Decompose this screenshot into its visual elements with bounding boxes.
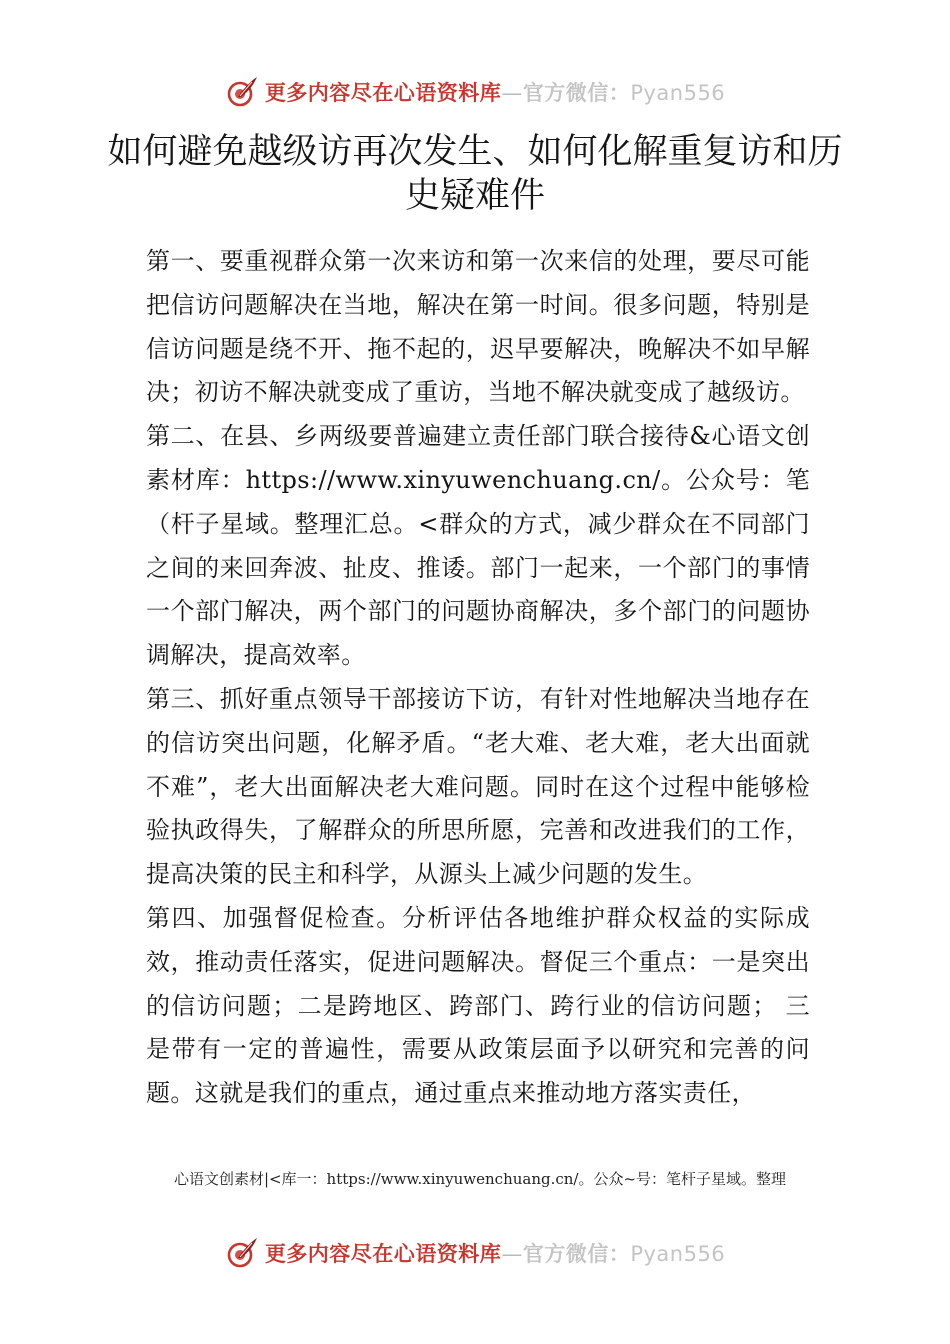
footer-watermark-banner [0, 1233, 950, 1273]
page-footer-note: 心语文创素材|<库一：https://www.xinyuwenchuang.cn/。公众~号：笔杆子星域。整理 [173, 1170, 787, 1188]
banner-main-text: 更多内容尽在心语资料库 [264, 1242, 502, 1266]
document-title: 如何避免越级访再次发生、如何化解重复访和历史疑难件 [107, 132, 843, 216]
paragraph-2: 第二、在县、乡两级要普遍建立责任部门联合接待&心语文创素材库：https://www.xinyuwenchuang.cn/。公众号：笔（杆子星域。整理汇总。<群众的方式，减少群众在不同部门之间的来回奔波、扯皮、推诿。部门一起来，一个部门的事情一个部门解决，两个部门的问题协商解决，多个部门的问题协调解决，提高效率。 [146, 422, 810, 670]
quill-pen-seal-icon [225, 1236, 259, 1270]
banner-wechat-label: 官方微信： [522, 1242, 631, 1266]
paragraph-3: 第三、抓好重点领导干部接访下访，有针对性地解决当地存在的信访突出问题，化解矛盾。“老大难、老大难，老大出面就不难”，老大出面解决老大难问题。同时在这个过程中能够检验执政得失，了解群众的所思所愿，完善和改进我们的工作，提高决策的民主和科学，从源头上减少问题的发生。 [146, 684, 810, 889]
banner-main-text: 更多内容尽在心语资料库 [264, 81, 502, 105]
banner-separator: — [501, 1242, 523, 1266]
paragraph-4: 第四、加强督促检查。分析评估各地维护群众权益的实际成效，推动责任落实，促进问题解决。督促三个重点：一是突出的信访问题；二是跨地区、跨部门、跨行业的信访问题； 三是带有一定的普遍性，需要从政策层面予以研究和完善的问题。这就是我们的重点，通过重点来推动地方落实责任， [146, 903, 810, 1108]
banner-wechat-label: 官方微信： [522, 81, 631, 105]
banner-wechat-id: Pyan556 [630, 1242, 726, 1266]
banner-wechat-id: Pyan556 [630, 81, 726, 105]
document-body [146, 240, 810, 1116]
paragraph-1: 第一、要重视群众第一次来访和第一次来信的处理，要尽可能把信访问题解决在当地，解决在第一时间。很多问题，特别是信访问题是绕不开、拖不起的，迟早要解决，晚解决不如早解决；初访不解决就变成了重访，当地不解决就变成了越级访。 [146, 247, 810, 407]
banner-separator: — [501, 81, 523, 105]
header-watermark-banner [0, 72, 950, 112]
quill-pen-seal-icon [225, 75, 259, 109]
